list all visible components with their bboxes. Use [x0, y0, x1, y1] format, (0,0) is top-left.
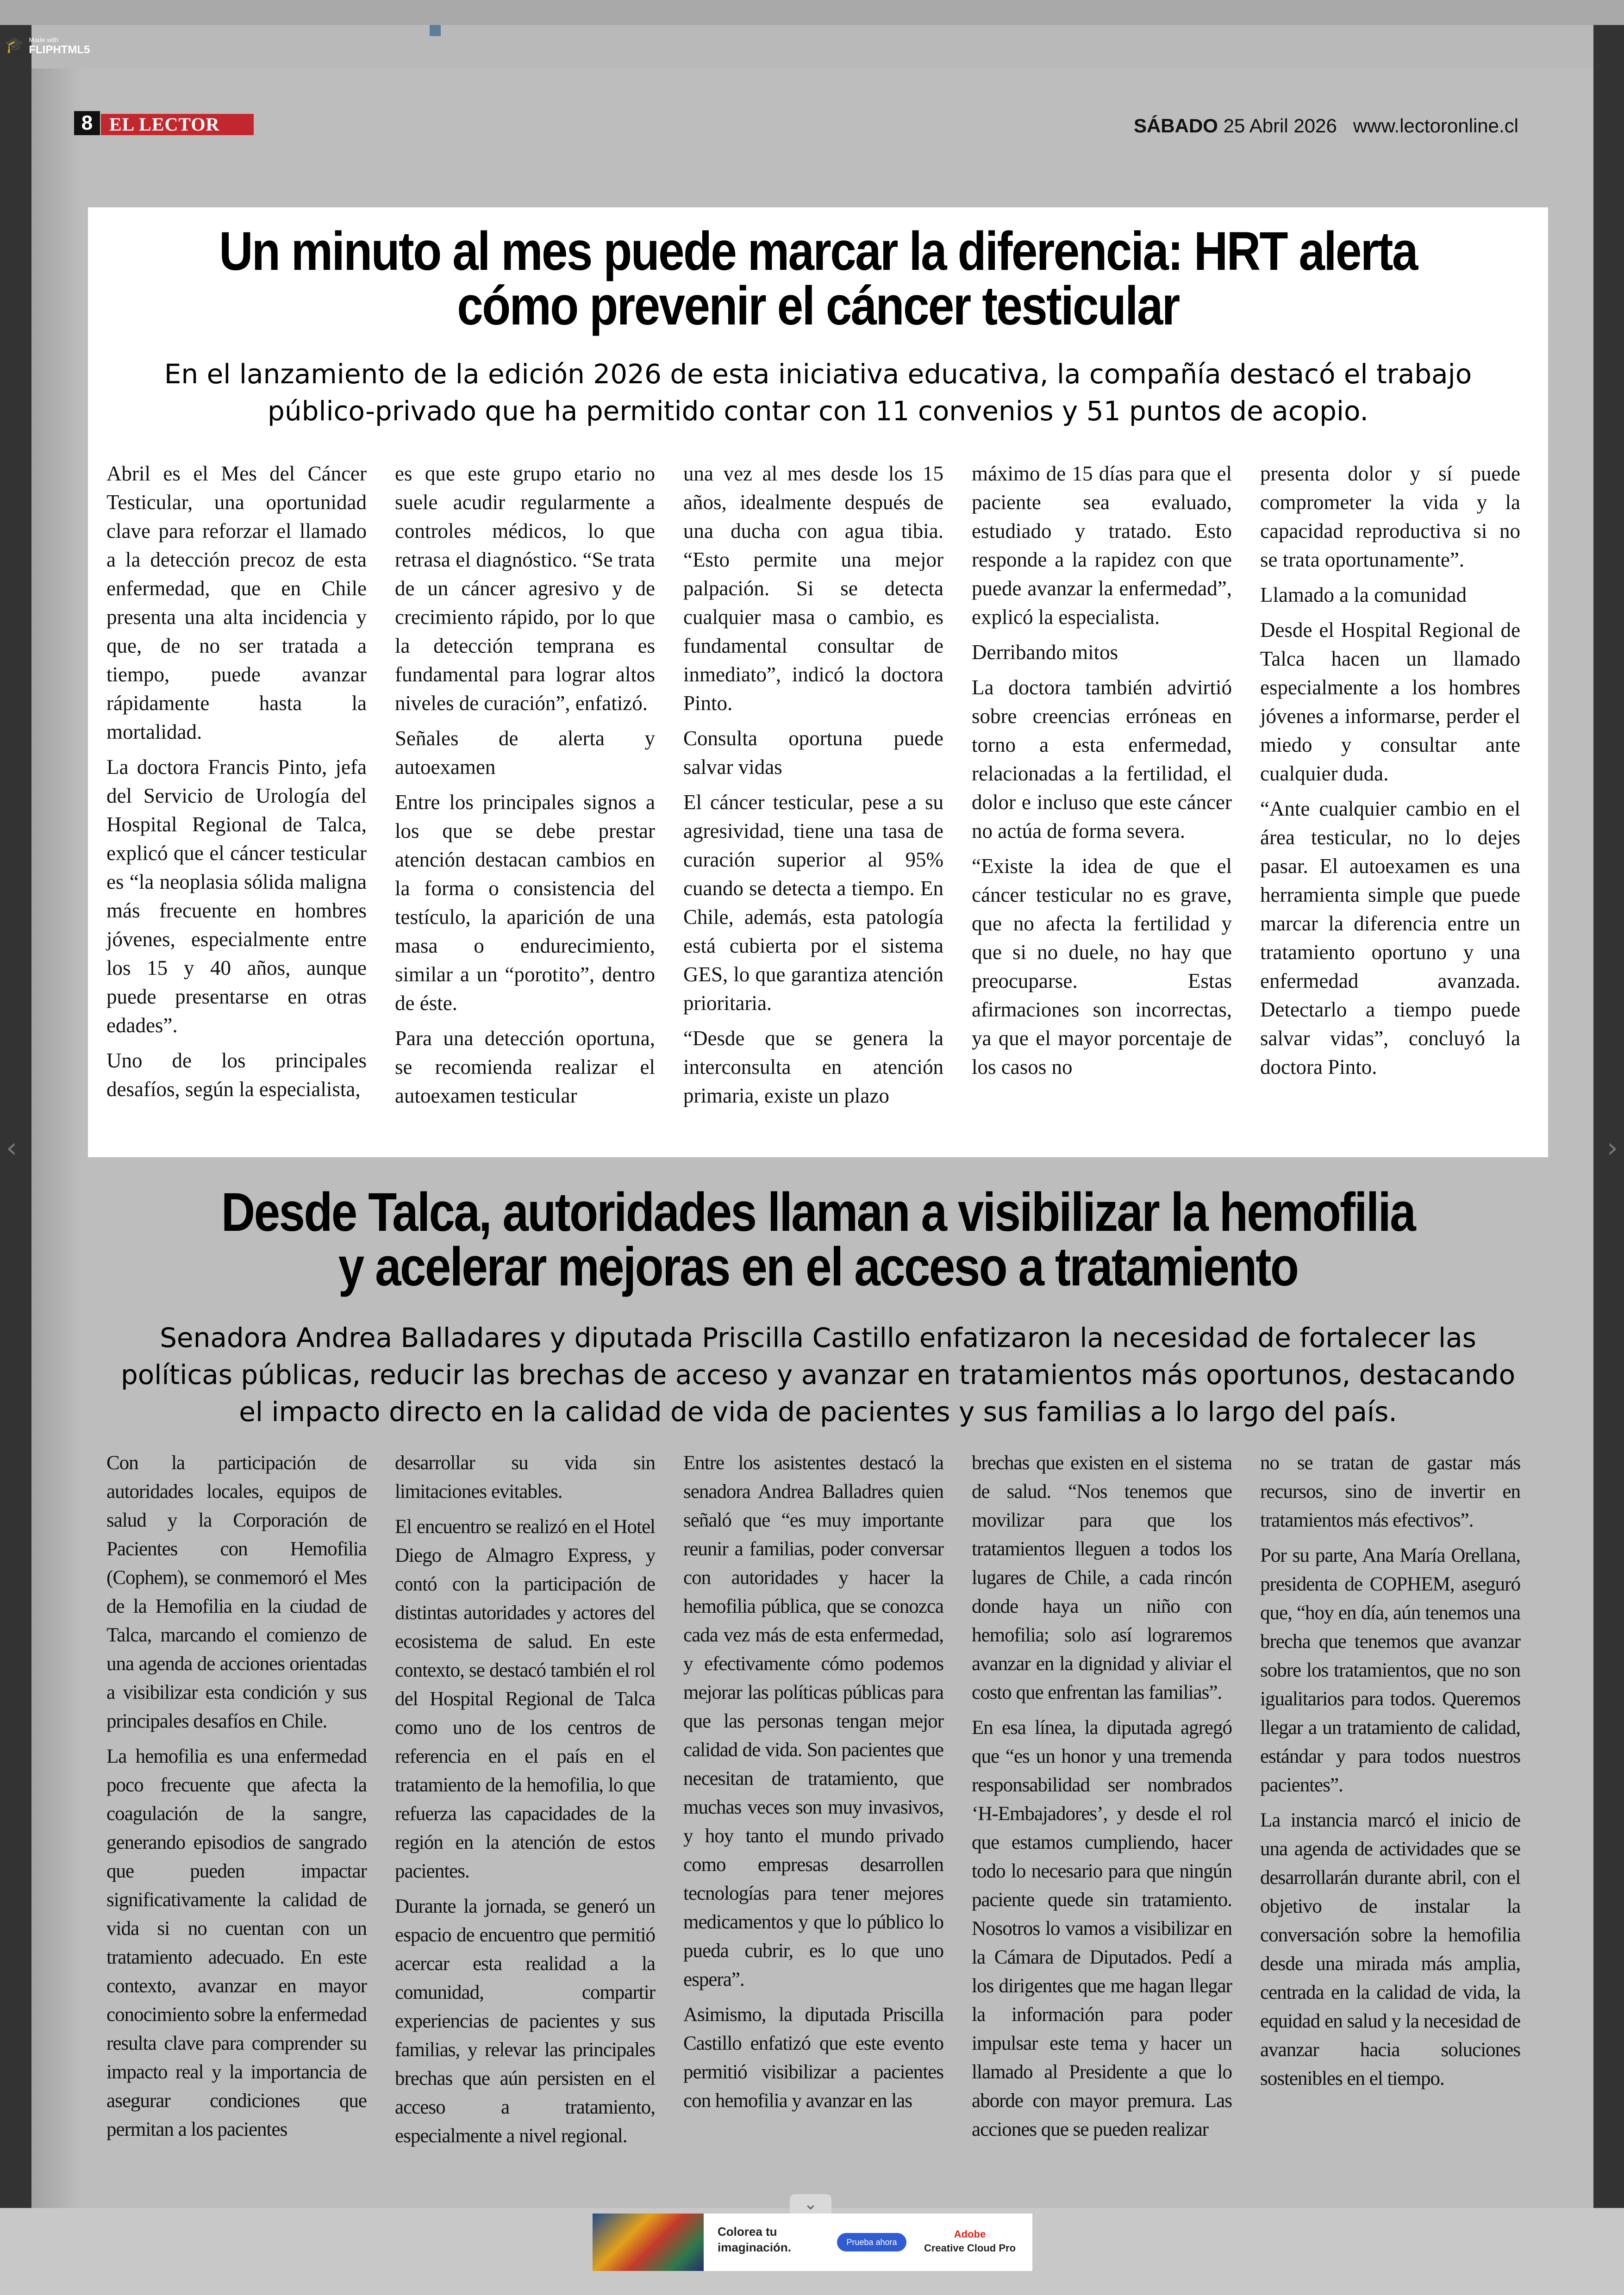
- article2-body: [106, 1449, 1530, 2157]
- article2-col-4: [972, 1449, 1232, 2157]
- article2-deck-line2: políticas públicas, reducir las brechas de acceso y avanzar en tratamientos más oportunos, destacando: [120, 1359, 1516, 1391]
- paragraph: Por su parte, Ana María Orellana, presidenta de COPHEM, aseguró que, “hoy en día, aún tenemos una brecha que tenemos que avanzar sobre los tratamientos, que no son igualitarios para todos. Queremos llegar a un tratamiento de calidad, estándar y para todos nuestros pacientes”.: [1260, 1545, 1520, 1796]
- article1-deck: [116, 355, 1520, 430]
- ad-brand: [917, 2227, 1023, 2255]
- paragraph: Entre los principales signos a los que se debe prestar atención destacan cambios en la forma o consistencia del testículo, la aparición de una masa o endurecimiento, similar a un “porotito”, dentro de éste.: [395, 791, 655, 1015]
- article2-headline-line2: y acelerar mejoras en el acceso a tratamiento: [338, 1236, 1298, 1297]
- paragraph: no se tratan de gastar más recursos, sino de invertir en tratamientos más efectivos”.: [1260, 1452, 1520, 1531]
- paragraph: es que este grupo etario no suele acudir regularmente a controles médicos, lo que retrasa el diagnóstico. “Se trata de un cáncer agresivo y de crecimiento rápido, por lo que la detección temprana es fundamental para lograr altos niveles de curación”, enfatizó.: [395, 462, 655, 715]
- dateline: [1134, 115, 1518, 137]
- page-fold-shadow: [31, 69, 82, 2208]
- article1-headline-line2: cómo prevenir el cáncer testicular: [457, 275, 1179, 337]
- paragraph: Desde el Hospital Regional de Talca hacen un llamado especialmente a los hombres jóvenes a informarse, perder el miedo y consultar ante cualquier duda.: [1260, 618, 1520, 785]
- paragraph: Durante la jornada, se generó un espacio de encuentro que permitió acercar esta realidad a la comunidad, compartir experiencias de pacientes y sus familias, y relevar las principales brechas que aún persisten en el acceso a tratamiento, especialmente a nivel regional.: [395, 1896, 655, 2147]
- article1-col-3: [683, 459, 943, 1116]
- paragraph: “Existe la idea de que el cáncer testicular no es grave, que no afecta la fertilidad y que si no duele, no hay que preocuparse. Estas afirmaciones son incorrectas, ya que el mayor porcentaje de los casos no: [972, 854, 1232, 1079]
- article2-headline-line1: Desde Talca, autoridades llaman a visibilizar la hemofilia: [221, 1182, 1415, 1243]
- paragraph: El cáncer testicular, pese a su agresividad, tiene una tasa de curación superior al 95% cuando se detecta a tiempo. En Chile, además, esta patología está cubierta por el sistema GES, lo que garantiza atención prioritaria.: [683, 791, 943, 1015]
- ad-brand-adobe: Adobe: [954, 2228, 986, 2240]
- paragraph: una vez al mes desde los 15 años, idealmente después de una ducha con agua tibia. “Esto permite una mejor palpación. Si se detecta cualquier masa o cambio, es fundamental consultar de inmediato”, indicó la doctora Pinto.: [683, 462, 943, 715]
- paragraph: En esa línea, la diputada agregó que “es un honor y una tremenda responsabilidad ser nombrados ‘H-Embajadores’, y desde el rol que estamos cumpliendo, hacer todo lo necesario para que ningún paciente quede sin tratamiento. Nosotros lo vamos a visibilizar en la Cámara de Diputados. Pedí a los dirigentes que me hagan llegar la información para poder impulsar este tema y hacer un llamado al Presidente a que lo aborde con mayor premura. Las acciones que se pueden realizar: [972, 1717, 1232, 2140]
- subheading: Derribando mitos: [972, 641, 1118, 664]
- paragraph: La hemofilia es una enfermedad poco frecuente que afecta la coagulación de la sangre, generando episodios de sangrado que pueden impactar significativamente la calidad de vida si no cuentan con un tratamiento adecuado. En este contexto, avanzar en mayor conocimiento sobre la enfermedad resulta clave para comprender su impacto real y la importancia de asegurar condiciones que permitan a los pacientes: [106, 1746, 367, 2140]
- ad-tagline-line1: Colorea tu: [718, 2225, 777, 2239]
- paragraph: Uno de los principales desafíos, según la especialista,: [106, 1049, 367, 1101]
- dateline-date: 25 Abril 2026: [1223, 115, 1337, 137]
- paragraph: La doctora Francis Pinto, jefa del Servicio de Urología del Hospital Regional de Talca, explicó que el cáncer testicular es “la neoplasia sólida maligna más frecuente en hombres jóvenes, especialmente entre los 15 y 40 años, aunque puede presentarse en otras edades”.: [106, 755, 367, 1037]
- paragraph: presenta dolor y sí puede comprometer la vida y la capacidad reproductiva si no se trata oportunamente”.: [1260, 462, 1520, 571]
- viewer-top-bar: [0, 0, 1624, 25]
- article2-deck-line1: Senadora Andrea Balladares y diputada Priscilla Castillo enfatizaron la necesidad de fortalecer las: [160, 1322, 1476, 1353]
- article1-body: [106, 459, 1530, 1116]
- publication-logo: EL LECTOR: [101, 114, 254, 135]
- viewer-left-frame: [0, 25, 31, 2208]
- article1-col-5: [1260, 459, 1520, 1116]
- subheading: Señales de alerta y autoexamen: [395, 727, 655, 779]
- paragraph: Abril es el Mes del Cáncer Testicular, una oportunidad clave para reforzar el llamado a la detección precoz de esta enfermedad, que en Chile presenta una alta incidencia y que, de no ser tratada a tiempo, puede avanzar rápidamente hasta la mortalidad.: [106, 462, 367, 743]
- paragraph: “Desde que se genera la interconsulta en atención primaria, existe un plazo: [683, 1027, 943, 1107]
- ad-artwork: [593, 2214, 704, 2271]
- article1-headline-line1: Un minuto al mes puede marcar la diferencia: HRT alerta: [219, 221, 1417, 282]
- subheading: Consulta oportuna puede salvar vidas: [683, 727, 943, 779]
- paragraph: brechas que existen en el sistema de salud. “Nos tenemos que movilizar para que los tratamientos lleguen a todos los lugares de Chile, a cada rincón donde haya un niño con hemofilia; solo así lograremos avanzar en la dignidad y aliviar el costo que enfrentan las familias”.: [972, 1452, 1232, 1703]
- page-marker: [430, 25, 441, 36]
- article1-deck-line1: En el lanzamiento de la edición 2026 de esta iniciativa educativa, la compañía destacó el trabajo: [164, 358, 1472, 390]
- ad-tagline-line2: imaginación.: [718, 2240, 791, 2254]
- article2-col-1: [106, 1449, 367, 2157]
- article1-col-4: [972, 459, 1232, 1116]
- dateline-website: www.lectoronline.cl: [1353, 115, 1518, 137]
- dateline-day: SÁBADO: [1133, 115, 1218, 137]
- expand-chevron-icon[interactable]: ⌄: [790, 2194, 831, 2214]
- article-hemophilia: [88, 1176, 1548, 2157]
- prev-page-arrow-icon[interactable]: ‹: [6, 1132, 17, 1164]
- fliphtml5-logo[interactable]: [5, 29, 116, 61]
- next-page-arrow-icon[interactable]: ›: [1607, 1132, 1618, 1164]
- article2-col-5: [1260, 1449, 1520, 2157]
- made-with-label: Made with: [29, 36, 59, 44]
- mortarboard-icon: 🎓: [5, 36, 25, 54]
- masthead: [74, 111, 1518, 137]
- paragraph: Para una detección oportuna, se recomienda realizar el autoexamen testicular: [395, 1027, 655, 1107]
- article2-col-2: [395, 1449, 655, 2157]
- paragraph: La instancia marcó el inicio de una agenda de actividades que se desarrollarán durante abril, con el objetivo de instalar la conversación sobre la hemofilia desde una mirada más amplia, centrada en la calidad de vida, la equidad en salud y la necesidad de avanzar hacia soluciones sostenibles en el tiempo.: [1260, 1809, 1520, 2089]
- article1-headline: [198, 221, 1438, 337]
- paragraph: desarrollar su vida sin limitaciones evitables.: [395, 1452, 655, 1503]
- paragraph: La doctora también advirtió sobre creencias erróneas en torno a esta enfermedad, relacionadas a la fertilidad, el dolor e incluso que este cáncer no actúa de forma severa.: [972, 676, 1232, 842]
- paragraph: máximo de 15 días para que el paciente sea evaluado, estudiado y tratado. Esto responde a la rapidez con que puede avanzar la enfermedad”, explicó la especialista.: [972, 462, 1232, 629]
- paragraph: Con la participación de autoridades locales, equipos de salud y la Corporación de Pacientes con Hemofilia (Cophem), se conmemoró el Mes de la Hemofilia en la ciudad de Talca, marcando el comienzo de una agenda de acciones orientadas a visibilizar esta condición y sus principales desafíos en Chile.: [106, 1452, 367, 1732]
- article2-deck: [97, 1319, 1539, 1430]
- article-testicular-cancer: [88, 207, 1548, 1157]
- viewer-right-frame: [1593, 25, 1624, 2208]
- paragraph: El encuentro se realizó en el Hotel Diego de Almagro Express, y contó con la participación de distintas autoridades y actores del ecosistema de salud. En este contexto, se destacó también el rol del Hospital Regional de Talca como uno de los centros de referencia en el país en el tratamiento de la hemofilia, lo que refuerza las capacidades de la región en la atención de estos pacientes.: [395, 1516, 655, 1882]
- article1-col-2: [395, 459, 655, 1116]
- ad-brand-product: Creative Cloud Pro: [924, 2242, 1016, 2254]
- article2-col-3: [683, 1449, 943, 2157]
- advertisement[interactable]: [593, 2214, 1032, 2271]
- paragraph: “Ante cualquier cambio en el área testicular, no lo dejes pasar. El autoexamen es una herramienta simple que puede marcar la diferencia entre un tratamiento oportuno y una enfermedad avanzada. Detectarlo a tiempo puede salvar vidas”, concluyó la doctora Pinto.: [1260, 797, 1520, 1079]
- fliphtml5-brand: FLIPHTML5: [29, 44, 90, 56]
- ad-tagline: [718, 2224, 824, 2255]
- paragraph: Entre los asistentes destacó la senadora Andrea Balladres quien señaló que “es muy importante reunir a familias, poder conversar con autoridades y hacer la hemofilia pública, que se conozca cada vez más de esta enfermedad, y efectivamente cómo podemos mejorar las políticas públicas para que las personas tengan mejor calidad de vida. Son pacientes que necesitan de tratamiento, que muchas veces son muy invasivos, y hoy tanto el mundo privado como empresas desarrollen tecnologías para tener mejores medicamentos y que lo público lo pueda cubrir, es lo que uno espera”.: [683, 1452, 943, 1990]
- subheading: Llamado a la comunidad: [1260, 583, 1467, 606]
- ad-try-now-button[interactable]: Prueba ahora: [837, 2233, 906, 2251]
- page-number: 8: [74, 111, 100, 135]
- article1-deck-line2: público-privado que ha permitido contar con 11 convenios y 51 puntos de acopio.: [268, 395, 1368, 427]
- paragraph: Asimismo, la diputada Priscilla Castillo enfatizó que este evento permitió visibilizar a pacientes con hemofilia y avanzar en las: [683, 2004, 943, 2112]
- article1-col-1: [106, 459, 367, 1116]
- article2-deck-line3: el impacto directo en la calidad de vida de pacientes y sus familias a lo largo del país.: [239, 1396, 1397, 1428]
- article2-headline: [198, 1182, 1438, 1297]
